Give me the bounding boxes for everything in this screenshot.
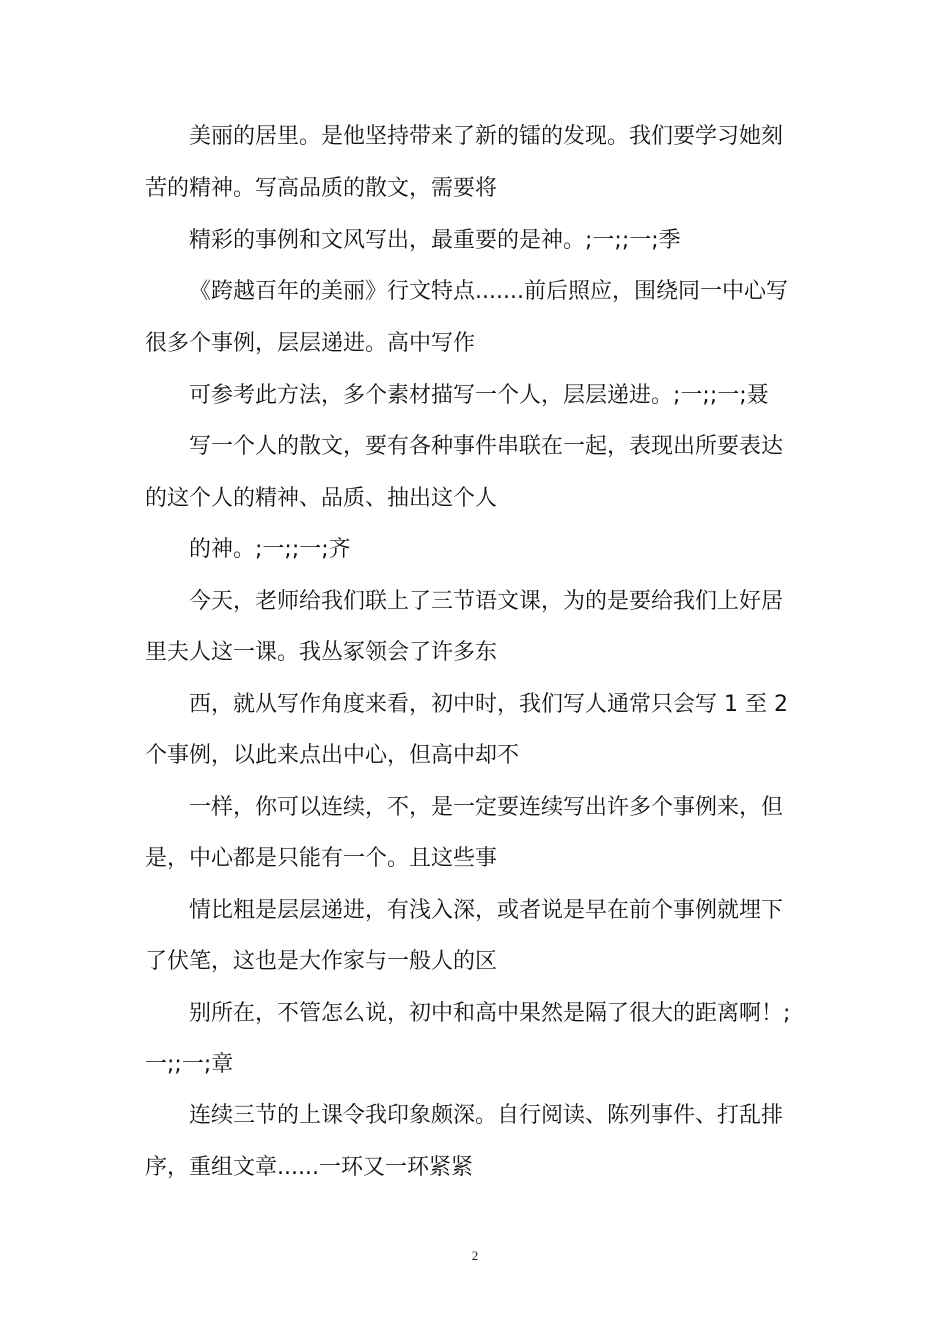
text-line: 美丽的居里。是他坚持带来了新的镭的发现。我们要学习她刻 (189, 124, 784, 149)
text-line: 了伏笔，这也是大作家与一般人的区 (145, 949, 498, 974)
text-line: 里夫人这一课。我丛冢领会了许多东 (145, 640, 498, 665)
text-line: 《跨越百年的美丽》行文特点.......前后照应，围绕同一中心写 (189, 279, 788, 304)
text-line: 的神。;一;;一;齐 (189, 537, 351, 562)
text-line: 一;;一;章 (145, 1052, 234, 1077)
text-line: 今天，老师给我们联上了三节语文课，为的是要给我们上好居 (189, 589, 784, 614)
text-line: 西，就从写作角度来看，初中时，我们写人通常只会写 1 至 2 (189, 692, 788, 717)
text-line: 很多个事例，层层递进。高中写作 (145, 331, 476, 356)
text-line: 个事例，以此来点出中心，但高中却不 (145, 743, 520, 768)
text-line: 一样，你可以连续，不，是一定要连续写出许多个事例来，但 (189, 795, 784, 820)
text-line: 精彩的事例和文风写出，最重要的是神。;一;;一;季 (189, 228, 681, 253)
text-line: 的这个人的精神、品质、抽出这个人 (145, 486, 498, 511)
text-line: 序，重组文章......一环又一环紧紧 (145, 1155, 473, 1180)
text-line: 是，中心都是只能有一个。且这些事 (145, 846, 498, 871)
page-number: 2 (471, 1248, 479, 1263)
text-line: 苦的精神。写高品质的散文，需要将 (145, 176, 498, 201)
text-line: 连续三节的上课令我印象颇深。自行阅读、陈列事件、打乱排 (189, 1103, 784, 1128)
text-line: 别所在，不管怎么说，初中和高中果然是隔了很大的距离啊！; (189, 1001, 791, 1026)
text-line: 情比粗是层层递进，有浅入深，或者说是早在前个事例就埋下 (189, 898, 784, 923)
text-line: 可参考此方法，多个素材描写一个人，层层递进。;一;;一;聂 (189, 383, 769, 408)
text-line: 写一个人的散文，要有各种事件串联在一起，表现出所要表达 (189, 434, 784, 459)
